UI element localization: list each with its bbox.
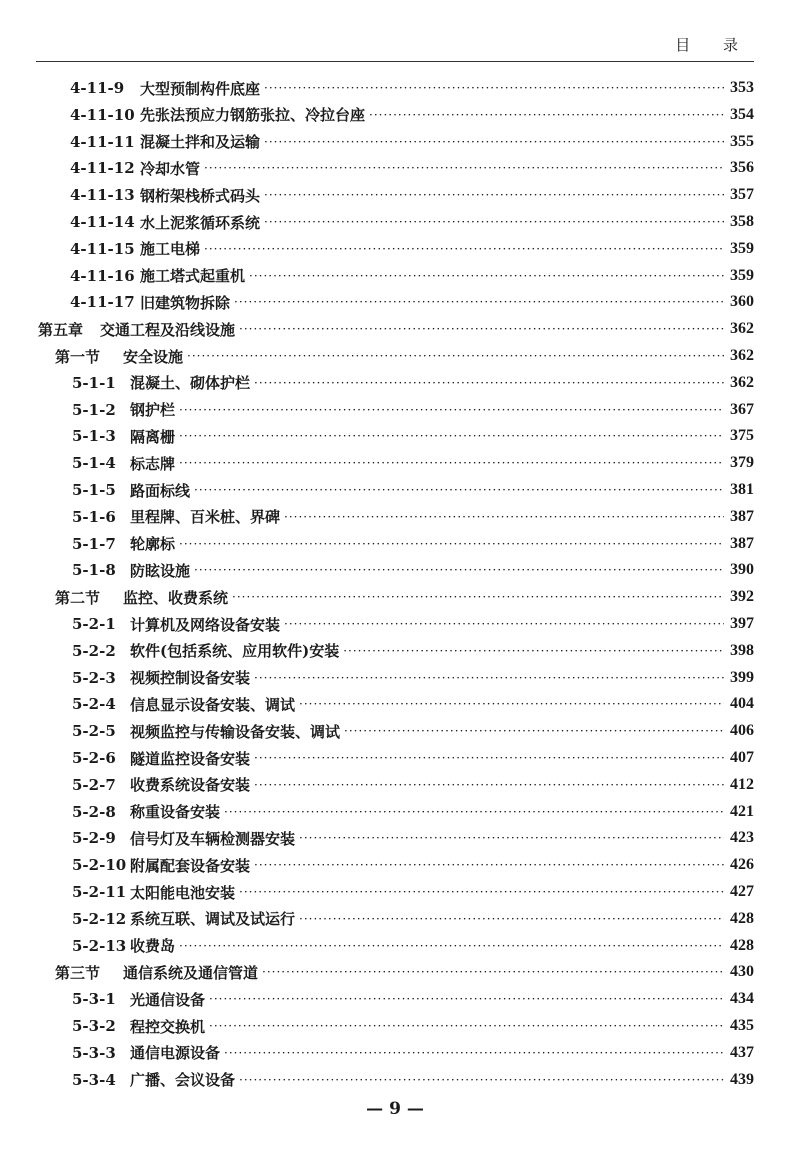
toc-entry-section[interactable]	[55, 585, 754, 609]
entry-number: 5-2-7	[72, 775, 116, 794]
dot-leader	[232, 590, 724, 604]
entry-title: 称重设备安装	[130, 803, 221, 822]
entry-page: 362	[730, 373, 754, 391]
entry-page: 387	[730, 507, 754, 525]
toc-entry-item5[interactable]	[72, 478, 754, 502]
entry-number: 5-1-2	[72, 400, 116, 419]
entry-page: 428	[730, 936, 754, 954]
dot-leader	[204, 242, 724, 256]
entry-number: 4-11-12	[70, 159, 135, 178]
entry-page: 359	[730, 266, 754, 284]
dot-leader	[254, 376, 724, 390]
toc-entry-item5[interactable]	[72, 451, 754, 475]
entry-number: 第二节	[55, 588, 101, 607]
entry-page: 392	[730, 588, 754, 606]
toc-entry-item[interactable]	[70, 210, 754, 234]
entry-number: 4-11-11	[70, 132, 135, 151]
dot-leader	[254, 858, 724, 872]
dot-leader	[264, 188, 724, 202]
entry-title: 防眩设施	[130, 561, 191, 580]
toc-entry-item5[interactable]	[72, 719, 754, 743]
toc-entry-section[interactable]	[55, 960, 754, 984]
toc-entry-section[interactable]	[55, 344, 754, 368]
entry-title: 视频监控与传输设备安装、调试	[130, 722, 341, 741]
entry-page: 387	[730, 534, 754, 552]
toc-entry-item5[interactable]	[72, 1041, 754, 1065]
dot-leader	[179, 537, 724, 551]
entry-title: 太阳能电池安装	[130, 883, 236, 902]
toc-entry-item[interactable]	[70, 264, 754, 288]
entry-number: 5-1-6	[72, 507, 116, 526]
entry-number: 5-3-2	[72, 1017, 116, 1035]
dot-leader	[239, 885, 724, 899]
entry-title: 隧道监控设备安装	[130, 749, 251, 768]
entry-page: 407	[730, 749, 754, 766]
toc-entry-item5[interactable]	[72, 934, 754, 958]
entry-page: 427	[730, 883, 754, 900]
dot-leader	[204, 161, 724, 175]
entry-title: 里程牌、百米桩、界碑	[130, 508, 281, 527]
dot-leader	[264, 215, 724, 229]
entry-title: 混凝土拌和及运输	[140, 133, 261, 152]
entry-number: 4-11-10	[70, 105, 135, 124]
toc-entry-item5[interactable]	[72, 505, 754, 529]
entry-page: 379	[730, 454, 754, 472]
entry-title: 钢桁架栈桥式码头	[140, 186, 261, 205]
dot-leader	[254, 778, 724, 792]
toc-entry-item5[interactable]	[72, 424, 754, 448]
entry-page: 426	[730, 856, 754, 874]
dot-leader	[209, 1019, 724, 1033]
entry-page: 437	[730, 1043, 754, 1061]
entry-page: 356	[730, 159, 754, 177]
toc-entry-item[interactable]	[70, 183, 754, 207]
entry-title: 钢护栏	[130, 401, 176, 420]
dot-leader	[194, 563, 724, 577]
entry-title: 收费系统设备安装	[130, 776, 251, 795]
entry-page: 362	[730, 347, 754, 364]
dot-leader	[264, 135, 724, 149]
entry-number: 4-11-13	[70, 186, 135, 205]
toc-entry-item5[interactable]	[72, 800, 754, 824]
entry-number: 5-2-2	[72, 641, 116, 660]
toc-entry-item5[interactable]	[72, 1014, 754, 1038]
entry-page: 360	[730, 293, 754, 311]
entry-title: 通信系统及通信管道	[123, 963, 259, 982]
dot-leader	[239, 1073, 724, 1087]
entry-title: 旧建筑物拆除	[140, 293, 231, 312]
entry-number: 5-1-3	[72, 427, 116, 446]
dot-leader	[179, 456, 724, 470]
entry-page: 357	[730, 186, 754, 204]
entry-number: 5-1-5	[72, 481, 116, 499]
dot-leader	[179, 403, 724, 417]
toc-entry-item5[interactable]	[72, 398, 754, 422]
entry-title: 监控、收费系统	[123, 588, 229, 607]
entry-page: 430	[730, 963, 754, 981]
toc-entry-item[interactable]	[70, 156, 754, 180]
entry-number: 5-2-13	[72, 936, 127, 955]
entry-page: 367	[730, 400, 754, 418]
toc-entry-item5[interactable]	[72, 666, 754, 690]
entry-page: 358	[730, 213, 754, 230]
dot-leader	[249, 269, 724, 283]
toc-entry-item5[interactable]	[72, 746, 754, 770]
toc-entry-item[interactable]	[70, 76, 754, 100]
dot-leader	[369, 108, 724, 122]
dot-leader	[194, 483, 724, 497]
dot-leader	[254, 671, 724, 685]
toc-entry-item5[interactable]	[72, 639, 754, 663]
entry-page: 412	[730, 775, 754, 793]
entry-title: 隔离栅	[130, 427, 176, 446]
running-header: 目 录	[675, 36, 752, 54]
entry-page: 421	[730, 802, 754, 820]
entry-title: 广播、会议设备	[130, 1071, 236, 1090]
dot-leader	[264, 81, 724, 95]
entry-number: 4-11-15	[70, 239, 135, 258]
toc-entry-item[interactable]	[70, 103, 754, 127]
entry-number: 5-2-11	[72, 883, 127, 901]
dot-leader	[299, 912, 724, 926]
entry-number: 5-2-6	[72, 749, 116, 767]
entry-number: 第三节	[55, 963, 101, 982]
dot-leader	[234, 295, 724, 309]
entry-number: 5-3-4	[72, 1070, 116, 1089]
entry-title: 冷却水管	[140, 159, 201, 178]
dot-leader	[299, 831, 724, 845]
toc-entry-item5[interactable]	[72, 692, 754, 716]
entry-title: 大型预制构件底座	[140, 79, 261, 98]
entry-number: 第五章	[38, 320, 84, 339]
entry-number: 5-2-12	[72, 909, 127, 928]
entry-page: 353	[730, 79, 754, 96]
dot-leader	[187, 349, 724, 363]
entry-number: 4-11-16	[70, 266, 135, 285]
entry-title: 安全设施	[123, 347, 184, 366]
toc-entry-item5[interactable]	[72, 371, 754, 395]
dot-leader	[179, 429, 724, 443]
entry-page: 375	[730, 427, 754, 445]
entry-page: 434	[730, 990, 754, 1008]
entry-title: 施工电梯	[140, 240, 201, 259]
entry-title: 光通信设备	[130, 990, 206, 1009]
entry-title: 水上泥浆循环系统	[140, 213, 261, 232]
entry-title: 标志牌	[130, 454, 176, 473]
dot-leader	[284, 510, 724, 524]
entry-page: 435	[730, 1017, 754, 1034]
dot-leader	[299, 697, 724, 711]
toc-entry-item5[interactable]	[72, 826, 754, 850]
entry-number: 5-3-1	[72, 990, 116, 1009]
entry-page: 439	[730, 1070, 754, 1088]
entry-title: 施工塔式起重机	[140, 267, 246, 286]
header-rule	[36, 61, 754, 62]
toc-entry-item5[interactable]	[72, 907, 754, 931]
dot-leader	[284, 617, 724, 631]
entry-page: 423	[730, 829, 754, 847]
entry-number: 4-11-9	[70, 79, 125, 97]
entry-title: 交通工程及沿线设施	[100, 320, 236, 339]
toc-entry-item[interactable]	[70, 130, 754, 154]
entry-title: 软件(包括系统、应用软件)安装	[130, 642, 340, 661]
entry-title: 信号灯及车辆检测器安装	[130, 829, 296, 848]
entry-number: 5-3-3	[72, 1043, 116, 1062]
entry-number: 第一节	[55, 347, 101, 366]
entry-number: 5-1-8	[72, 561, 116, 580]
entry-title: 先张法预应力钢筋张拉、冷拉台座	[140, 106, 366, 125]
entry-page: 362	[730, 320, 754, 338]
entry-number: 5-2-4	[72, 695, 116, 714]
entry-number: 5-1-7	[72, 534, 116, 553]
entry-page: 397	[730, 615, 754, 632]
entry-title: 信息显示设备安装、调试	[130, 695, 296, 714]
toc-entry-item5[interactable]	[72, 987, 754, 1011]
toc-entry-item5[interactable]	[72, 558, 754, 582]
entry-title: 视频控制设备安装	[130, 669, 251, 688]
entry-title: 轮廓标	[130, 535, 176, 554]
toc-entry-item5[interactable]	[72, 853, 754, 877]
entry-title: 计算机及网络设备安装	[130, 615, 281, 634]
dot-leader	[239, 322, 724, 336]
dot-leader	[262, 965, 724, 979]
entry-page: 406	[730, 722, 754, 740]
entry-page: 381	[730, 481, 754, 498]
entry-number: 4-11-17	[70, 293, 135, 312]
entry-page: 399	[730, 668, 754, 686]
entry-number: 5-1-4	[72, 454, 116, 473]
entry-number: 5-2-1	[72, 615, 116, 633]
toc-entry-item5[interactable]	[72, 532, 754, 556]
entry-number: 5-2-10	[72, 856, 127, 875]
entry-page: 354	[730, 105, 754, 123]
entry-number: 5-2-9	[72, 829, 116, 848]
dot-leader	[343, 644, 724, 658]
entry-title: 程控交换机	[130, 1017, 206, 1036]
entry-number: 4-11-14	[70, 213, 135, 231]
dot-leader	[179, 939, 724, 953]
dot-leader	[224, 1046, 724, 1060]
entry-title: 收费岛	[130, 937, 176, 956]
toc-entry-item5[interactable]	[72, 880, 754, 904]
entry-page: 428	[730, 909, 754, 927]
entry-number: 5-2-5	[72, 722, 116, 741]
page-number: — 9 —	[366, 1099, 424, 1119]
toc-entry-chapter[interactable]	[38, 317, 754, 341]
toc-entry-item[interactable]	[70, 290, 754, 314]
entry-title: 混凝土、砌体护栏	[130, 374, 251, 393]
toc-entry-item5[interactable]	[72, 612, 754, 636]
entry-page: 359	[730, 239, 754, 257]
entry-number: 5-1-1	[72, 373, 116, 392]
entry-number: 5-2-8	[72, 802, 116, 821]
entry-page: 390	[730, 561, 754, 579]
entry-title: 附属配套设备安装	[130, 856, 251, 875]
entry-title: 通信电源设备	[130, 1044, 221, 1063]
entry-number: 5-2-3	[72, 668, 116, 687]
dot-leader	[224, 805, 724, 819]
entry-title: 路面标线	[130, 481, 191, 500]
entry-page: 404	[730, 695, 754, 713]
entry-page: 355	[730, 132, 754, 150]
entry-title: 系统互联、调试及试运行	[130, 910, 296, 929]
dot-leader	[344, 724, 724, 738]
toc-entry-item5[interactable]	[72, 1068, 754, 1092]
entry-page: 398	[730, 641, 754, 659]
dot-leader	[254, 751, 724, 765]
toc-entry-item[interactable]	[70, 237, 754, 261]
toc-entry-item5[interactable]	[72, 773, 754, 797]
dot-leader	[209, 992, 724, 1006]
